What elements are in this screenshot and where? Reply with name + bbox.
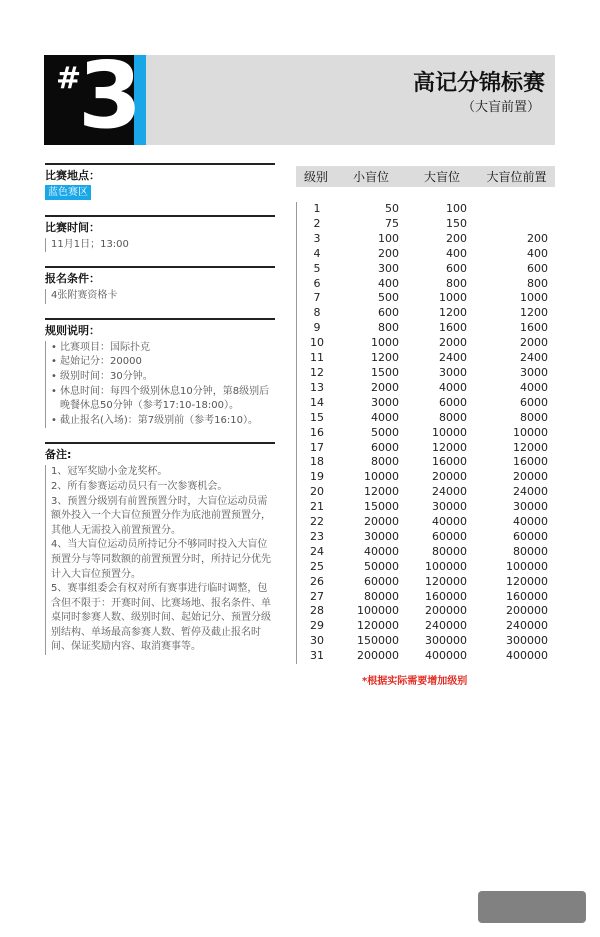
cell-level: 5 (313, 261, 321, 275)
col-big-blind-ante-header: 大盲位前置 (486, 170, 547, 184)
cell-big-blind-ante (467, 217, 548, 232)
cell-level: 10 (310, 336, 324, 350)
cell-level: 24 (310, 544, 324, 558)
col-level-header: 级别 (303, 170, 328, 184)
event-number: 3 (78, 42, 141, 149)
cell-small-blind: 20000 (364, 515, 399, 529)
cell-big-blind-ante: 600 (527, 261, 548, 275)
cell-big-blind: 2400 (439, 351, 467, 365)
table-row (297, 545, 555, 560)
table-row (297, 604, 555, 619)
cell-small-blind: 15000 (364, 500, 399, 514)
cell-big-blind-ante: 160000 (506, 589, 548, 603)
cell-big-blind-ante: 16000 (513, 455, 548, 469)
table-footnote: *根据实际需要增加级别 (362, 676, 468, 687)
cell-big-blind-ante: 3000 (520, 365, 548, 379)
cell-big-blind-ante: 4000 (520, 380, 548, 394)
note-item: 1、冠军奖励小金龙奖杯。 (51, 466, 168, 478)
table-row (297, 441, 555, 456)
time-heading: 比赛时间： (45, 220, 100, 234)
table-row (297, 262, 555, 277)
cell-big-blind: 10000 (432, 425, 467, 439)
table-row (297, 590, 555, 605)
rules-heading: 规则说明： (45, 323, 100, 337)
cell-big-blind-ante: 12000 (513, 440, 548, 454)
cell-big-blind: 800 (446, 276, 467, 290)
cell-small-blind: 100000 (357, 604, 399, 618)
event-title: 高记分锦标赛 (412, 71, 545, 96)
cell-level: 1 (313, 202, 321, 215)
cell-level: 9 (313, 321, 321, 335)
cell-level: 28 (310, 604, 324, 618)
venue-value: 蓝色赛区 (45, 185, 91, 200)
cell-big-blind-ante: 80000 (513, 544, 548, 558)
cell-big-blind-ante: 2400 (520, 351, 548, 365)
cell-small-blind: 500 (378, 291, 399, 305)
table-row (297, 426, 555, 441)
cell-level: 13 (310, 380, 324, 394)
col-small-blind-header: 小盲位 (352, 170, 389, 184)
table-row (297, 485, 555, 500)
cell-big-blind: 160000 (425, 589, 467, 603)
blind-structure-table (296, 166, 555, 664)
cell-big-blind-ante: 24000 (513, 485, 548, 499)
rule-item: • 休息时间：每四个级别休息10分钟，第8级别后晚餐休息50分钟（参考17:10-18:00）。 (51, 385, 275, 414)
table-row (297, 247, 555, 262)
cell-big-blind: 1000 (439, 291, 467, 305)
cell-small-blind: 60000 (364, 574, 399, 588)
cell-big-blind-ante: 20000 (513, 470, 548, 484)
cell-big-blind-ante: 40000 (513, 515, 548, 529)
cell-big-blind-ante (467, 202, 548, 217)
cell-small-blind: 6000 (371, 440, 399, 454)
cell-big-blind: 600 (446, 261, 467, 275)
cell-big-blind: 24000 (432, 485, 467, 499)
cell-level: 27 (310, 589, 324, 603)
rule-item: • 比赛项目：国际扑克 (51, 341, 275, 356)
cell-small-blind: 600 (378, 306, 399, 320)
cell-level: 20 (310, 485, 324, 499)
cell-small-blind: 2000 (371, 380, 399, 394)
table-row (297, 396, 555, 411)
cell-level: 14 (310, 395, 324, 409)
entry-section (45, 266, 275, 304)
cell-big-blind-ante: 240000 (506, 619, 548, 633)
cell-big-blind: 3000 (439, 365, 467, 379)
cell-big-blind-ante: 400000 (506, 649, 548, 663)
cell-big-blind: 2000 (439, 336, 467, 350)
table-row (297, 277, 555, 292)
cell-level: 17 (310, 440, 324, 454)
cell-big-blind-ante: 2000 (520, 336, 548, 350)
cell-big-blind: 100 (446, 202, 467, 215)
cell-small-blind: 200 (378, 246, 399, 260)
table-row (297, 306, 555, 321)
cell-level: 22 (310, 515, 324, 529)
cell-big-blind-ante: 10000 (513, 425, 548, 439)
cell-level: 16 (310, 425, 324, 439)
cell-small-blind: 50 (385, 202, 399, 215)
cell-big-blind: 200000 (425, 604, 467, 618)
cell-small-blind: 800 (378, 321, 399, 335)
table-row (297, 634, 555, 649)
cell-big-blind: 200 (446, 231, 467, 245)
notes-section (45, 442, 275, 655)
cell-small-blind: 100 (378, 231, 399, 245)
time-section (45, 215, 275, 253)
cell-small-blind: 1200 (371, 351, 399, 365)
cell-small-blind: 200000 (357, 649, 399, 663)
time-value: 11月1日；13:00 (45, 238, 275, 253)
event-subtitle: （大盲前置） (461, 100, 540, 115)
cell-small-blind: 5000 (371, 425, 399, 439)
rule-item: • 起始记分：20000 (51, 355, 275, 370)
cell-big-blind-ante: 100000 (506, 559, 548, 573)
entry-value: 4张附赛资格卡 (45, 289, 275, 304)
cell-big-blind-ante: 1200 (520, 306, 548, 320)
cell-big-blind: 100000 (425, 559, 467, 573)
cell-level: 21 (310, 500, 324, 514)
rule-item: • 截止报名(入场)：第7级别前（参考16:10）。 (51, 414, 275, 429)
cell-level: 15 (310, 410, 324, 424)
cell-big-blind-ante: 8000 (520, 410, 548, 424)
table-row (297, 202, 555, 217)
cell-level: 29 (310, 619, 324, 633)
cell-big-blind-ante: 300000 (506, 634, 548, 648)
cell-big-blind: 30000 (432, 500, 467, 514)
cell-big-blind-ante: 30000 (513, 500, 548, 514)
note-item: 3、预置分级别有前置预置分时，大盲位运动员需额外投入一个大盲位预置分作为底池前置预置分，其他人无需投入前置预置分。 (51, 495, 271, 536)
cell-small-blind: 75 (385, 216, 399, 230)
cell-small-blind: 300 (378, 261, 399, 275)
cell-big-blind: 400 (446, 246, 467, 260)
cell-level: 31 (310, 649, 324, 663)
notes-list (45, 465, 275, 655)
table-row (297, 455, 555, 470)
col-big-blind-header: 大盲位 (423, 170, 460, 184)
cell-small-blind: 4000 (371, 410, 399, 424)
cell-big-blind: 12000 (432, 440, 467, 454)
cell-small-blind: 400 (378, 276, 399, 290)
cell-big-blind: 80000 (432, 544, 467, 558)
rules-list (45, 341, 275, 429)
cell-big-blind: 240000 (425, 619, 467, 633)
header-hash: # (56, 61, 82, 96)
table-row (297, 500, 555, 515)
cell-small-blind: 120000 (357, 619, 399, 633)
table-row (297, 619, 555, 634)
table-row (297, 560, 555, 575)
cell-big-blind-ante: 60000 (513, 529, 548, 543)
cell-big-blind: 6000 (439, 395, 467, 409)
cell-small-blind: 1500 (371, 365, 399, 379)
table-row (297, 291, 555, 306)
cell-small-blind: 3000 (371, 395, 399, 409)
cell-small-blind: 30000 (364, 529, 399, 543)
venue-heading: 比赛地点： (45, 169, 100, 182)
table-header (296, 166, 555, 187)
table-row (297, 411, 555, 426)
cell-small-blind: 8000 (371, 455, 399, 469)
table-row (297, 351, 555, 366)
cell-small-blind: 12000 (364, 485, 399, 499)
notes-heading: 备注: (45, 448, 72, 462)
cell-big-blind-ante: 800 (527, 276, 548, 290)
cell-level: 11 (310, 351, 324, 365)
cell-big-blind-ante: 1600 (520, 321, 548, 335)
cell-level: 26 (310, 574, 324, 588)
table-row (297, 336, 555, 351)
cell-big-blind: 300000 (425, 634, 467, 648)
cell-big-blind: 1200 (439, 306, 467, 320)
rules-section (45, 318, 275, 429)
note-item: 2、所有参赛运动员只有一次参赛机会。 (51, 480, 228, 492)
cell-big-blind: 150 (446, 216, 467, 230)
table-row (297, 217, 555, 232)
table-row (297, 321, 555, 336)
cell-big-blind: 120000 (425, 574, 467, 588)
cell-big-blind-ante: 200000 (506, 604, 548, 618)
cell-small-blind: 50000 (364, 559, 399, 573)
table-row (297, 366, 555, 381)
cell-big-blind-ante: 6000 (520, 395, 548, 409)
table-row (297, 470, 555, 485)
table-row (297, 381, 555, 396)
cell-big-blind-ante: 1000 (520, 291, 548, 305)
venue-section (45, 163, 275, 201)
cell-level: 8 (313, 306, 321, 320)
cell-big-blind: 20000 (432, 470, 467, 484)
cell-level: 7 (313, 291, 321, 305)
cell-level: 18 (310, 455, 324, 469)
cell-level: 25 (310, 559, 324, 573)
cell-small-blind: 150000 (357, 634, 399, 648)
cell-small-blind: 80000 (364, 589, 399, 603)
table-row (297, 530, 555, 545)
cell-big-blind: 16000 (432, 455, 467, 469)
note-item: 4、当大盲位运动员所持记分不够同时投入大盲位预置分与等同数额的前置预置分时，所持记分优先计入大盲位预置分。 (51, 539, 271, 580)
cell-big-blind-ante: 400 (527, 246, 548, 260)
cell-level: 2 (313, 216, 321, 230)
table-row (297, 575, 555, 590)
cell-big-blind: 40000 (432, 515, 467, 529)
table-row (297, 515, 555, 530)
entry-heading: 报名条件： (45, 272, 100, 286)
table-row (297, 232, 555, 247)
note-item: 5、赛事组委会有权对所有赛事进行临时调整，包含但不限于：开赛时间、比赛场地、报名条件、单桌同时参赛人数、级别时间、起始记分、预置分级别结构、单场最高参赛人数、暂停及截止报名时间、保证奖励内容、取消赛事等。 (51, 583, 271, 653)
cell-small-blind: 1000 (371, 336, 399, 350)
cell-big-blind: 60000 (432, 529, 467, 543)
event-details (45, 163, 275, 669)
cell-big-blind: 4000 (439, 380, 467, 394)
cell-level: 12 (310, 365, 324, 379)
cell-level: 19 (310, 470, 324, 484)
cell-level: 3 (313, 231, 321, 245)
table-row (297, 649, 555, 664)
cell-level: 23 (310, 529, 324, 543)
rule-item: • 级别时间：30分钟。 (51, 370, 275, 385)
cell-level: 30 (310, 634, 324, 648)
cell-small-blind: 10000 (364, 470, 399, 484)
cell-level: 6 (313, 276, 321, 290)
cell-level: 4 (313, 246, 321, 260)
cell-small-blind: 40000 (364, 544, 399, 558)
table-body (296, 202, 555, 664)
cell-big-blind: 400000 (425, 649, 467, 663)
cell-big-blind-ante: 120000 (506, 574, 548, 588)
cell-big-blind: 1600 (439, 321, 467, 335)
cell-big-blind-ante: 200 (527, 231, 548, 245)
watermark-logo (478, 891, 586, 923)
cell-big-blind: 8000 (439, 410, 467, 424)
